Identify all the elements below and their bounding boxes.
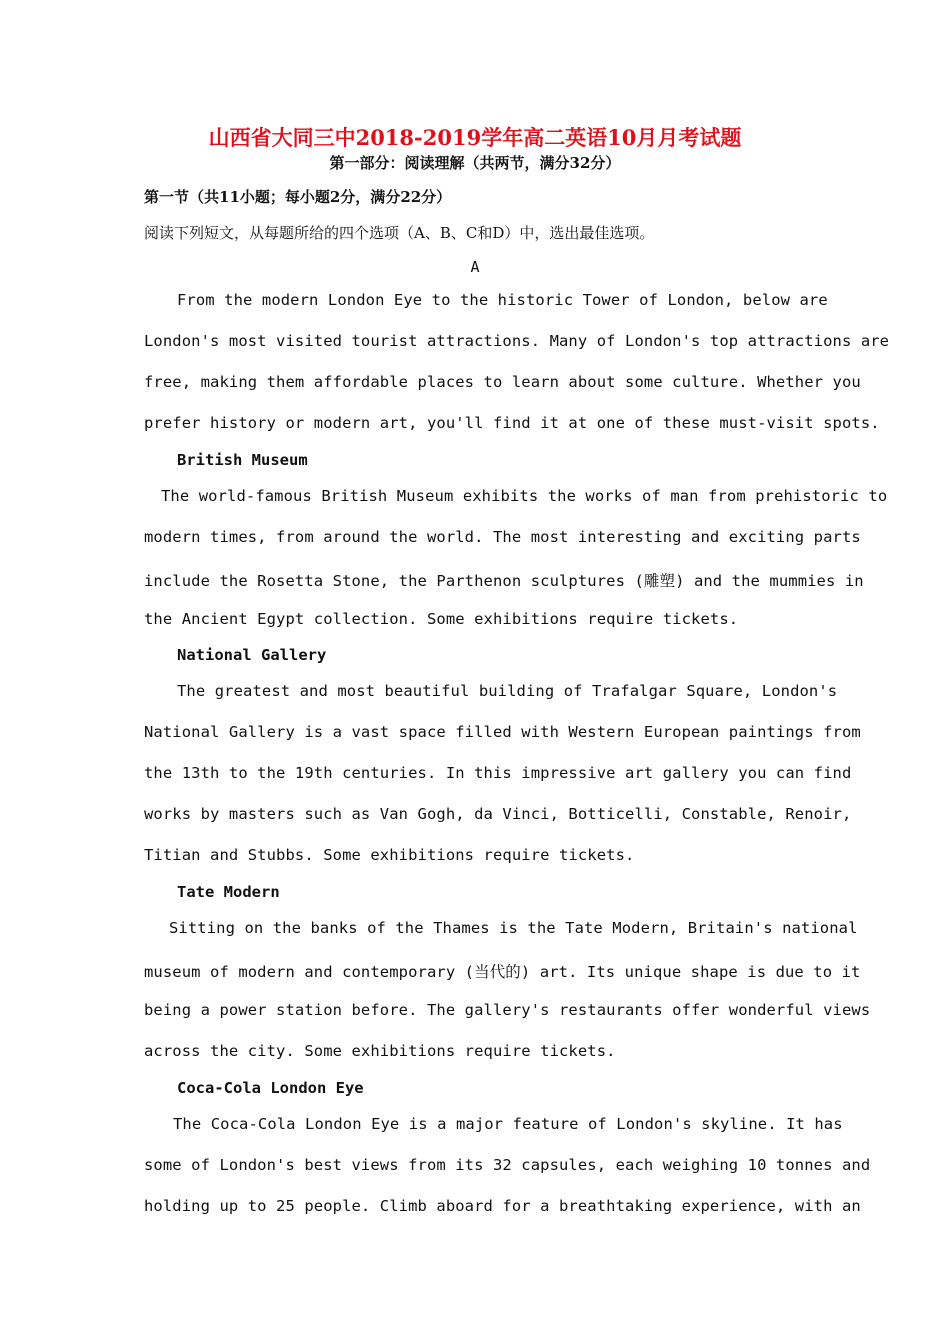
document-title: 山西省大同三中2018-2019学年高二英语10月月考试题 — [208, 125, 742, 150]
british-museum-line: The world-famous British Museum exhibits the works of man from prehistoric to — [161, 487, 888, 505]
intro-line: From the modern London Eye to the historic Tower of London, below are — [177, 291, 828, 309]
passage-letter: A — [470, 258, 480, 276]
section-instruction: 阅读下列短文，从每题所给的四个选项（A、B、C和D）中，选出最佳选项。 — [144, 224, 655, 242]
london-eye-line: The Coca-Cola London Eye is a major feature of London's skyline. It has — [173, 1115, 843, 1133]
part-subtitle: 第一部分：阅读理解（共两节，满分32分） — [329, 154, 621, 172]
national-gallery-line: the 13th to the 19th centuries. In this impressive art gallery you can find — [144, 764, 852, 782]
london-eye-line: some of London's best views from its 32 capsules, each weighing 10 tonnes and — [144, 1156, 871, 1174]
intro-line: free, making them affordable places to learn about some culture. Whether you — [144, 373, 861, 391]
national-gallery-line: The greatest and most beautiful building of Trafalgar Square, London's — [177, 682, 838, 700]
national-gallery-line: National Gallery is a vast space filled with Western European paintings from — [144, 723, 861, 741]
intro-line: prefer history or modern art, you'll find it at one of these must-visit spots. — [144, 414, 880, 432]
british-museum-line: include the Rosetta Stone, the Parthenon sculptures (雕塑) and the mummies in — [144, 572, 864, 590]
tate-modern-heading: Tate Modern — [177, 883, 280, 901]
british-museum-line: modern times, from around the world. The most interesting and exciting parts — [144, 528, 861, 546]
national-gallery-line: Titian and Stubbs. Some exhibitions require tickets. — [144, 846, 635, 864]
intro-line: London's most visited tourist attractions. Many of London's top attractions are — [144, 332, 890, 350]
british-museum-line: the Ancient Egypt collection. Some exhibitions require tickets. — [144, 610, 739, 628]
london-eye-line: holding up to 25 people. Climb aboard for a breathtaking experience, with an — [144, 1197, 861, 1215]
london-eye-heading: Coca-Cola London Eye — [177, 1079, 364, 1097]
section-heading: 第一节（共11小题；每小题2分，满分22分） — [144, 188, 452, 206]
british-museum-heading: British Museum — [177, 451, 308, 469]
tate-modern-line: across the city. Some exhibitions require tickets. — [144, 1042, 616, 1060]
national-gallery-heading: National Gallery — [177, 646, 327, 664]
national-gallery-line: works by masters such as Van Gogh, da Vinci, Botticelli, Constable, Renoir, — [144, 805, 852, 823]
tate-modern-line: being a power station before. The gallery's restaurants offer wonderful views — [144, 1001, 871, 1019]
tate-modern-line: museum of modern and contemporary (当代的) art. Its unique shape is due to it — [144, 963, 861, 981]
tate-modern-line: Sitting on the banks of the Thames is the Tate Modern, Britain's national — [169, 919, 858, 937]
